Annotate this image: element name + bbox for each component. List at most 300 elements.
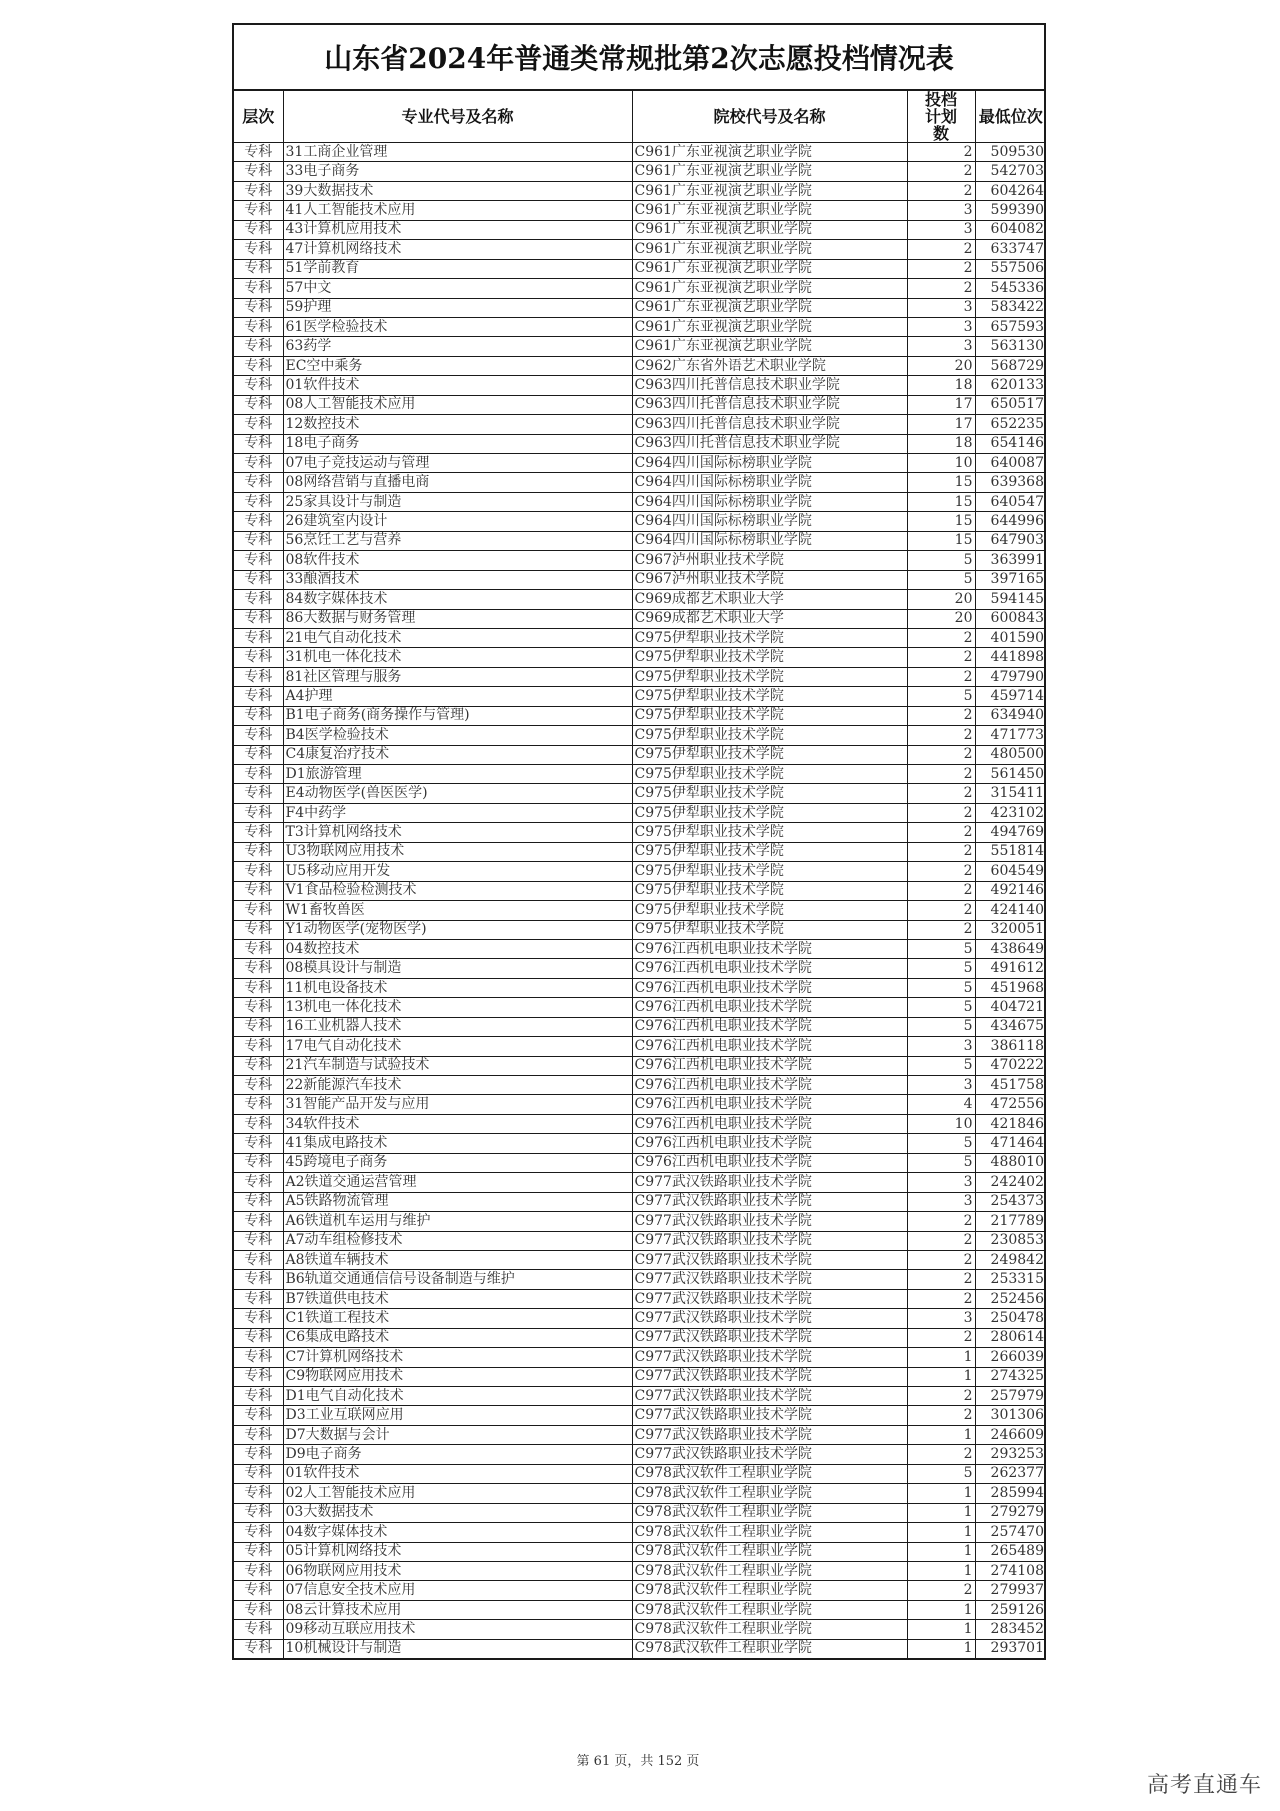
cell-plan: 3 xyxy=(907,317,975,336)
cell-school: C978武汉软件工程职业学院 xyxy=(632,1503,907,1522)
cell-major: EC空中乘务 xyxy=(283,356,632,375)
cell-min-rank: 230853 xyxy=(975,1231,1046,1250)
cell-plan: 5 xyxy=(907,1134,975,1153)
page-title: 山东省2024年普通类常规批第2次志愿投档情况表 xyxy=(234,25,1044,91)
cell-level: 专科 xyxy=(234,1270,283,1289)
cell-school: C969成都艺术职业大学 xyxy=(632,609,907,628)
cell-plan: 2 xyxy=(907,259,975,278)
cell-plan: 17 xyxy=(907,415,975,434)
table-row xyxy=(234,1037,1046,1056)
cell-min-rank: 620133 xyxy=(975,376,1046,395)
cell-min-rank: 320051 xyxy=(975,920,1046,939)
cell-level: 专科 xyxy=(234,1309,283,1328)
cell-school: C963四川托普信息技术职业学院 xyxy=(632,395,907,414)
cell-plan: 5 xyxy=(907,1056,975,1075)
cell-major: B6轨道交通通信信号设备制造与维护 xyxy=(283,1270,632,1289)
cell-min-rank: 471464 xyxy=(975,1134,1046,1153)
cell-level: 专科 xyxy=(234,706,283,725)
cell-min-rank: 459714 xyxy=(975,687,1046,706)
page-number: 第 61 页，共 152 页 xyxy=(576,1754,700,1769)
cell-school: C977武汉铁路职业技术学院 xyxy=(632,1173,907,1192)
cell-level: 专科 xyxy=(234,376,283,395)
cell-major: D7大数据与会计 xyxy=(283,1425,632,1444)
table-row xyxy=(234,726,1046,745)
table-row xyxy=(234,1503,1046,1522)
cell-plan: 15 xyxy=(907,531,975,550)
cell-school: C964四川国际标榜职业学院 xyxy=(632,531,907,550)
cell-level: 专科 xyxy=(234,784,283,803)
cell-plan: 1 xyxy=(907,1484,975,1503)
cell-school: C961广东亚视演艺职业学院 xyxy=(632,279,907,298)
cell-min-rank: 640087 xyxy=(975,454,1046,473)
cell-level: 专科 xyxy=(234,551,283,570)
cell-min-rank: 472556 xyxy=(975,1095,1046,1114)
column-header-min-rank: 最低位次 xyxy=(975,91,1046,143)
cell-level: 专科 xyxy=(234,492,283,511)
cell-min-rank: 293701 xyxy=(975,1639,1046,1658)
cell-plan: 2 xyxy=(907,1212,975,1231)
cell-school: C969成都艺术职业大学 xyxy=(632,590,907,609)
cell-major: 84数字媒体技术 xyxy=(283,590,632,609)
cell-major: 56烹饪工艺与营养 xyxy=(283,531,632,550)
cell-school: C975伊犁职业技术学院 xyxy=(632,745,907,764)
cell-school: C975伊犁职业技术学院 xyxy=(632,823,907,842)
cell-school: C977武汉铁路职业技术学院 xyxy=(632,1192,907,1211)
cell-plan: 18 xyxy=(907,376,975,395)
cell-major: 08网络营销与直播电商 xyxy=(283,473,632,492)
cell-major: 63药学 xyxy=(283,337,632,356)
cell-min-rank: 421846 xyxy=(975,1114,1046,1133)
cell-school: C976江西机电职业技术学院 xyxy=(632,1076,907,1095)
cell-level: 专科 xyxy=(234,1250,283,1269)
table-row xyxy=(234,765,1046,784)
table-row xyxy=(234,862,1046,881)
cell-school: C977武汉铁路职业技术学院 xyxy=(632,1445,907,1464)
table-row xyxy=(234,823,1046,842)
table-row xyxy=(234,415,1046,434)
cell-school: C975伊犁职业技术学院 xyxy=(632,901,907,920)
cell-level: 专科 xyxy=(234,1348,283,1367)
cell-level: 专科 xyxy=(234,415,283,434)
cell-school: C977武汉铁路职业技术学院 xyxy=(632,1212,907,1231)
column-header-major: 专业代号及名称 xyxy=(283,91,632,143)
cell-level: 专科 xyxy=(234,1134,283,1153)
cell-min-rank: 262377 xyxy=(975,1464,1046,1483)
cell-major: 43计算机应用技术 xyxy=(283,220,632,239)
table-row xyxy=(234,803,1046,822)
table-row xyxy=(234,473,1046,492)
table-row xyxy=(234,240,1046,259)
cell-min-rank: 363991 xyxy=(975,551,1046,570)
cell-plan: 3 xyxy=(907,1037,975,1056)
cell-major: U3物联网应用技术 xyxy=(283,842,632,861)
cell-school: C963四川托普信息技术职业学院 xyxy=(632,434,907,453)
cell-plan: 5 xyxy=(907,551,975,570)
cell-major: 21电气自动化技术 xyxy=(283,628,632,647)
table-header-row xyxy=(234,91,1046,143)
cell-plan: 2 xyxy=(907,823,975,842)
cell-min-rank: 404721 xyxy=(975,998,1046,1017)
cell-min-rank: 386118 xyxy=(975,1037,1046,1056)
cell-major: A6铁道机车运用与维护 xyxy=(283,1212,632,1231)
cell-school: C977武汉铁路职业技术学院 xyxy=(632,1289,907,1308)
cell-min-rank: 280614 xyxy=(975,1328,1046,1347)
cell-school: C977武汉铁路职业技术学院 xyxy=(632,1328,907,1347)
cell-major: 86大数据与财务管理 xyxy=(283,609,632,628)
cell-plan: 2 xyxy=(907,803,975,822)
table-row xyxy=(234,1600,1046,1619)
cell-min-rank: 604082 xyxy=(975,220,1046,239)
cell-level: 专科 xyxy=(234,1600,283,1619)
cell-plan: 2 xyxy=(907,1289,975,1308)
admission-table xyxy=(234,91,1046,1658)
cell-level: 专科 xyxy=(234,628,283,647)
cell-plan: 5 xyxy=(907,939,975,958)
cell-school: C975伊犁职业技术学院 xyxy=(632,706,907,725)
cell-school: C975伊犁职业技术学院 xyxy=(632,881,907,900)
cell-major: F4中药学 xyxy=(283,803,632,822)
cell-level: 专科 xyxy=(234,356,283,375)
cell-plan: 3 xyxy=(907,1309,975,1328)
cell-level: 专科 xyxy=(234,765,283,784)
cell-major: T3计算机网络技术 xyxy=(283,823,632,842)
cell-level: 专科 xyxy=(234,881,283,900)
cell-major: A4护理 xyxy=(283,687,632,706)
cell-plan: 3 xyxy=(907,220,975,239)
table-row xyxy=(234,1581,1046,1600)
cell-major: 01软件技术 xyxy=(283,376,632,395)
cell-major: D3工业互联网应用 xyxy=(283,1406,632,1425)
table-row xyxy=(234,181,1046,200)
cell-school: C976江西机电职业技术学院 xyxy=(632,1095,907,1114)
table-row xyxy=(234,1309,1046,1328)
table-row xyxy=(234,648,1046,667)
cell-school: C963四川托普信息技术职业学院 xyxy=(632,415,907,434)
cell-major: 31机电一体化技术 xyxy=(283,648,632,667)
cell-min-rank: 509530 xyxy=(975,143,1046,162)
cell-level: 专科 xyxy=(234,1153,283,1172)
cell-level: 专科 xyxy=(234,667,283,686)
cell-major: 02人工智能技术应用 xyxy=(283,1484,632,1503)
table-row xyxy=(234,920,1046,939)
cell-min-rank: 451758 xyxy=(975,1076,1046,1095)
cell-level: 专科 xyxy=(234,1076,283,1095)
cell-major: C9物联网应用技术 xyxy=(283,1367,632,1386)
cell-level: 专科 xyxy=(234,1056,283,1075)
cell-plan: 1 xyxy=(907,1600,975,1619)
cell-level: 专科 xyxy=(234,162,283,181)
table-row xyxy=(234,1523,1046,1542)
cell-min-rank: 494769 xyxy=(975,823,1046,842)
table-row xyxy=(234,842,1046,861)
cell-school: C962广东省外语艺术职业学院 xyxy=(632,356,907,375)
cell-plan: 20 xyxy=(907,590,975,609)
cell-major: 08人工智能技术应用 xyxy=(283,395,632,414)
cell-level: 专科 xyxy=(234,1114,283,1133)
cell-plan: 18 xyxy=(907,434,975,453)
cell-min-rank: 471773 xyxy=(975,726,1046,745)
cell-plan: 2 xyxy=(907,726,975,745)
cell-school: C975伊犁职业技术学院 xyxy=(632,628,907,647)
cell-level: 专科 xyxy=(234,726,283,745)
admission-table-sheet xyxy=(232,23,1046,1660)
cell-plan: 2 xyxy=(907,745,975,764)
table-row xyxy=(234,687,1046,706)
cell-min-rank: 274108 xyxy=(975,1561,1046,1580)
cell-plan: 5 xyxy=(907,959,975,978)
cell-school: C961广东亚视演艺职业学院 xyxy=(632,317,907,336)
cell-level: 专科 xyxy=(234,1503,283,1522)
cell-min-rank: 279279 xyxy=(975,1503,1046,1522)
cell-major: 10机械设计与制造 xyxy=(283,1639,632,1658)
cell-min-rank: 604264 xyxy=(975,181,1046,200)
table-row xyxy=(234,376,1046,395)
cell-school: C961广东亚视演艺职业学院 xyxy=(632,220,907,239)
table-row xyxy=(234,434,1046,453)
cell-min-rank: 640547 xyxy=(975,492,1046,511)
cell-min-rank: 561450 xyxy=(975,765,1046,784)
cell-plan: 3 xyxy=(907,201,975,220)
cell-level: 专科 xyxy=(234,959,283,978)
cell-major: 08软件技术 xyxy=(283,551,632,570)
cell-major: B7铁道供电技术 xyxy=(283,1289,632,1308)
table-row xyxy=(234,706,1046,725)
cell-min-rank: 434675 xyxy=(975,1017,1046,1036)
cell-level: 专科 xyxy=(234,823,283,842)
cell-min-rank: 650517 xyxy=(975,395,1046,414)
cell-min-rank: 491612 xyxy=(975,959,1046,978)
table-row xyxy=(234,998,1046,1017)
cell-min-rank: 639368 xyxy=(975,473,1046,492)
cell-level: 专科 xyxy=(234,687,283,706)
cell-level: 专科 xyxy=(234,1464,283,1483)
cell-major: 81社区管理与服务 xyxy=(283,667,632,686)
cell-major: 21汽车制造与试验技术 xyxy=(283,1056,632,1075)
table-row xyxy=(234,298,1046,317)
cell-school: C961广东亚视演艺职业学院 xyxy=(632,181,907,200)
column-header-plan xyxy=(907,91,975,143)
table-row xyxy=(234,1173,1046,1192)
cell-major: 07信息安全技术应用 xyxy=(283,1581,632,1600)
cell-plan: 2 xyxy=(907,143,975,162)
cell-plan: 1 xyxy=(907,1523,975,1542)
cell-min-rank: 217789 xyxy=(975,1212,1046,1231)
cell-plan: 2 xyxy=(907,1250,975,1269)
table-row xyxy=(234,1095,1046,1114)
table-row xyxy=(234,162,1046,181)
cell-school: C978武汉软件工程职业学院 xyxy=(632,1561,907,1580)
table-row xyxy=(234,1250,1046,1269)
column-header-school: 院校代号及名称 xyxy=(632,91,907,143)
cell-level: 专科 xyxy=(234,434,283,453)
cell-plan: 15 xyxy=(907,492,975,511)
cell-school: C977武汉铁路职业技术学院 xyxy=(632,1367,907,1386)
cell-min-rank: 634940 xyxy=(975,706,1046,725)
cell-plan: 2 xyxy=(907,162,975,181)
cell-level: 专科 xyxy=(234,1231,283,1250)
cell-plan: 20 xyxy=(907,609,975,628)
cell-level: 专科 xyxy=(234,201,283,220)
cell-plan: 2 xyxy=(907,181,975,200)
cell-major: U5移动应用开发 xyxy=(283,862,632,881)
cell-level: 专科 xyxy=(234,1289,283,1308)
cell-major: 07电子竞技运动与管理 xyxy=(283,454,632,473)
cell-level: 专科 xyxy=(234,1484,283,1503)
cell-plan: 2 xyxy=(907,1231,975,1250)
cell-school: C978武汉软件工程职业学院 xyxy=(632,1523,907,1542)
table-row xyxy=(234,1484,1046,1503)
cell-plan: 5 xyxy=(907,570,975,589)
cell-plan: 3 xyxy=(907,337,975,356)
cell-min-rank: 563130 xyxy=(975,337,1046,356)
cell-min-rank: 283452 xyxy=(975,1620,1046,1639)
cell-min-rank: 480500 xyxy=(975,745,1046,764)
cell-min-rank: 583422 xyxy=(975,298,1046,317)
cell-plan: 5 xyxy=(907,1464,975,1483)
cell-school: C975伊犁职业技术学院 xyxy=(632,726,907,745)
table-row xyxy=(234,1192,1046,1211)
cell-level: 专科 xyxy=(234,920,283,939)
cell-school: C978武汉软件工程职业学院 xyxy=(632,1484,907,1503)
cell-school: C964四川国际标榜职业学院 xyxy=(632,454,907,473)
cell-plan: 2 xyxy=(907,842,975,861)
cell-min-rank: 250478 xyxy=(975,1309,1046,1328)
cell-major: 01软件技术 xyxy=(283,1464,632,1483)
table-row xyxy=(234,1639,1046,1658)
cell-major: A2铁道交通运营管理 xyxy=(283,1173,632,1192)
cell-min-rank: 315411 xyxy=(975,784,1046,803)
cell-major: B4医学检验技术 xyxy=(283,726,632,745)
cell-major: C4康复治疗技术 xyxy=(283,745,632,764)
cell-school: C976江西机电职业技术学院 xyxy=(632,1114,907,1133)
cell-school: C961广东亚视演艺职业学院 xyxy=(632,259,907,278)
cell-school: C977武汉铁路职业技术学院 xyxy=(632,1270,907,1289)
cell-min-rank: 253315 xyxy=(975,1270,1046,1289)
cell-plan: 2 xyxy=(907,667,975,686)
cell-school: C961广东亚视演艺职业学院 xyxy=(632,240,907,259)
cell-min-rank: 257979 xyxy=(975,1387,1046,1406)
cell-school: C977武汉铁路职业技术学院 xyxy=(632,1425,907,1444)
cell-plan: 2 xyxy=(907,628,975,647)
cell-school: C967泸州职业技术学院 xyxy=(632,570,907,589)
cell-level: 专科 xyxy=(234,1445,283,1464)
cell-level: 专科 xyxy=(234,570,283,589)
cell-min-rank: 557506 xyxy=(975,259,1046,278)
cell-school: C963四川托普信息技术职业学院 xyxy=(632,376,907,395)
table-row xyxy=(234,1464,1046,1483)
cell-major: 41人工智能技术应用 xyxy=(283,201,632,220)
cell-level: 专科 xyxy=(234,1620,283,1639)
table-row xyxy=(234,492,1046,511)
table-row xyxy=(234,1017,1046,1036)
cell-min-rank: 397165 xyxy=(975,570,1046,589)
table-row xyxy=(234,1056,1046,1075)
cell-plan: 2 xyxy=(907,706,975,725)
cell-major: 18电子商务 xyxy=(283,434,632,453)
table-row xyxy=(234,1348,1046,1367)
cell-school: C977武汉铁路职业技术学院 xyxy=(632,1387,907,1406)
table-row xyxy=(234,1445,1046,1464)
cell-school: C976江西机电职业技术学院 xyxy=(632,978,907,997)
cell-major: 04数字媒体技术 xyxy=(283,1523,632,1542)
cell-level: 专科 xyxy=(234,1095,283,1114)
table-row xyxy=(234,1270,1046,1289)
table-row xyxy=(234,1542,1046,1561)
table-row xyxy=(234,901,1046,920)
cell-level: 专科 xyxy=(234,454,283,473)
table-row xyxy=(234,1425,1046,1444)
table-row xyxy=(234,143,1046,162)
cell-min-rank: 246609 xyxy=(975,1425,1046,1444)
cell-plan: 3 xyxy=(907,1192,975,1211)
cell-min-rank: 654146 xyxy=(975,434,1046,453)
cell-school: C975伊犁职业技术学院 xyxy=(632,803,907,822)
cell-level: 专科 xyxy=(234,1581,283,1600)
cell-min-rank: 652235 xyxy=(975,415,1046,434)
cell-major: A8铁道车辆技术 xyxy=(283,1250,632,1269)
cell-min-rank: 657593 xyxy=(975,317,1046,336)
cell-min-rank: 451968 xyxy=(975,978,1046,997)
cell-major: V1食品检验检测技术 xyxy=(283,881,632,900)
cell-min-rank: 438649 xyxy=(975,939,1046,958)
cell-min-rank: 594145 xyxy=(975,590,1046,609)
table-row xyxy=(234,1231,1046,1250)
table-row xyxy=(234,1289,1046,1308)
cell-school: C978武汉软件工程职业学院 xyxy=(632,1542,907,1561)
cell-level: 专科 xyxy=(234,240,283,259)
table-row xyxy=(234,784,1046,803)
cell-major: 12数控技术 xyxy=(283,415,632,434)
cell-plan: 20 xyxy=(907,356,975,375)
table-row xyxy=(234,881,1046,900)
cell-major: 22新能源汽车技术 xyxy=(283,1076,632,1095)
cell-major: 31智能产品开发与应用 xyxy=(283,1095,632,1114)
table-row xyxy=(234,1387,1046,1406)
cell-school: C975伊犁职业技术学院 xyxy=(632,667,907,686)
cell-min-rank: 259126 xyxy=(975,1600,1046,1619)
cell-min-rank: 265489 xyxy=(975,1542,1046,1561)
cell-min-rank: 279937 xyxy=(975,1581,1046,1600)
cell-major: 59护理 xyxy=(283,298,632,317)
cell-plan: 3 xyxy=(907,1173,975,1192)
cell-major: 26建筑室内设计 xyxy=(283,512,632,531)
cell-major: D1电气自动化技术 xyxy=(283,1387,632,1406)
column-header-level: 层次 xyxy=(234,91,283,143)
cell-major: D1旅游管理 xyxy=(283,765,632,784)
cell-school: C975伊犁职业技术学院 xyxy=(632,765,907,784)
table-row xyxy=(234,454,1046,473)
table-row xyxy=(234,1134,1046,1153)
cell-school: C976江西机电职业技术学院 xyxy=(632,1056,907,1075)
cell-min-rank: 492146 xyxy=(975,881,1046,900)
table-row xyxy=(234,1114,1046,1133)
watermark: 高考直通车 xyxy=(1146,1773,1262,1798)
cell-plan: 5 xyxy=(907,978,975,997)
cell-major: C1铁道工程技术 xyxy=(283,1309,632,1328)
cell-level: 专科 xyxy=(234,862,283,881)
cell-school: C975伊犁职业技术学院 xyxy=(632,842,907,861)
cell-plan: 2 xyxy=(907,1328,975,1347)
cell-major: 33酿酒技术 xyxy=(283,570,632,589)
cell-level: 专科 xyxy=(234,1425,283,1444)
cell-level: 专科 xyxy=(234,842,283,861)
cell-level: 专科 xyxy=(234,998,283,1017)
cell-plan: 10 xyxy=(907,1114,975,1133)
cell-plan: 3 xyxy=(907,1076,975,1095)
cell-school: C976江西机电职业技术学院 xyxy=(632,998,907,1017)
cell-plan: 2 xyxy=(907,1581,975,1600)
cell-min-rank: 470222 xyxy=(975,1056,1046,1075)
